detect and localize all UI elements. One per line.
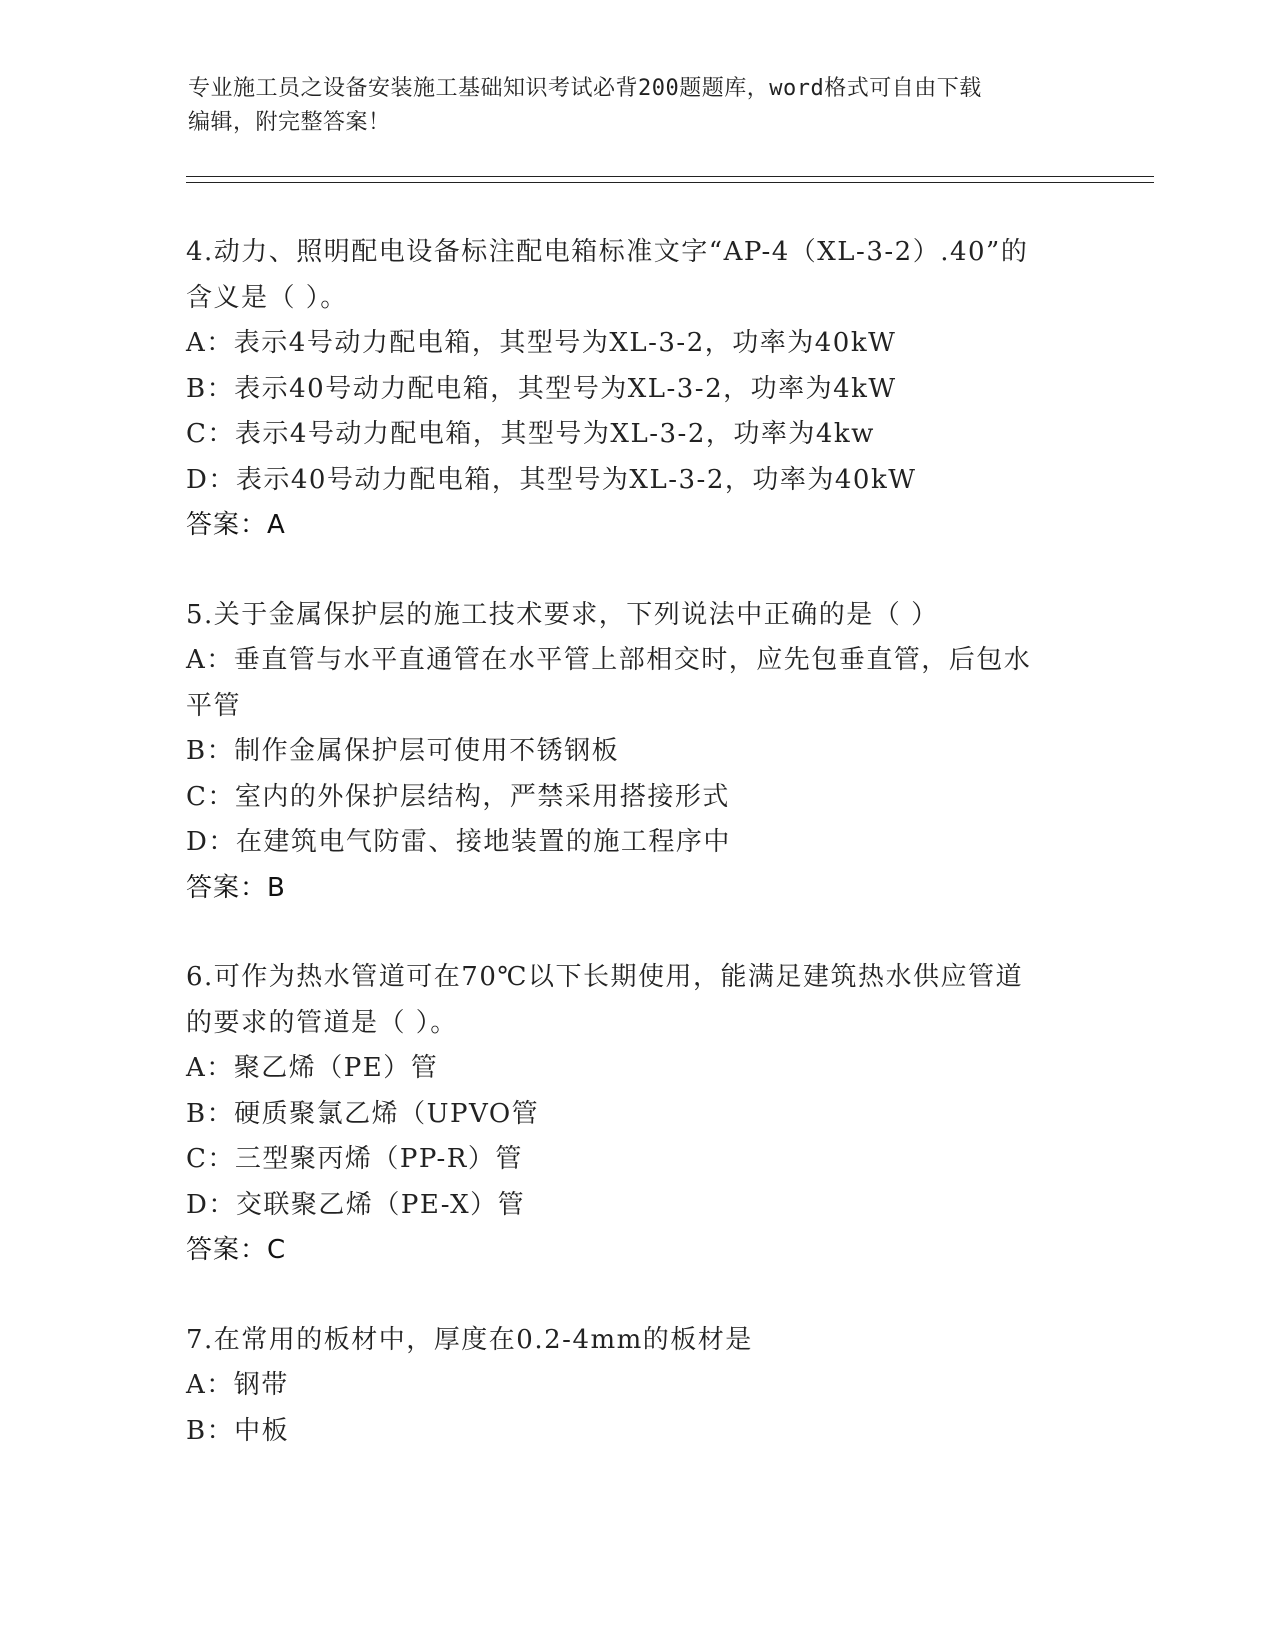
question-stem: 6.可作为热水管道可在70℃以下长期使用，能满足建筑热水供应管道 bbox=[186, 962, 1023, 992]
question-7 bbox=[186, 1318, 1086, 1455]
option-b: B：表示40号动力配电箱，其型号为XL-3-2，功率为4kW bbox=[186, 373, 897, 404]
answer-text: 答案：C bbox=[186, 1235, 287, 1265]
option-c: C：室内的外保护层结构，严禁采用搭接形式 bbox=[186, 781, 730, 812]
option-d: D：交联聚乙烯（PE-X）管 bbox=[186, 1189, 526, 1220]
answer-text: 答案：B bbox=[186, 872, 286, 903]
question-list bbox=[186, 230, 1086, 1498]
question-4 bbox=[186, 230, 1086, 549]
question-stem: 含义是（ ）。 bbox=[186, 282, 348, 313]
question-5 bbox=[186, 593, 1086, 912]
header-line-1: 专业施工员之设备安装施工基础知识考试必背200题题库，word格式可自由下载 bbox=[188, 76, 982, 101]
option-a: A：聚乙烯（PE）管 bbox=[186, 1053, 439, 1083]
option-d: D：表示40号动力配电箱，其型号为XL-3-2，功率为40kW bbox=[186, 464, 917, 495]
option-a: A：垂直管与水平直通管在水平管上部相交时，应先包垂直管，后包水 bbox=[186, 645, 1032, 675]
question-stem: 7.在常用的板材中，厚度在0.2-4mm的板材是 bbox=[186, 1324, 753, 1355]
option-a: A：钢带 bbox=[186, 1370, 289, 1400]
option-b: B：中板 bbox=[186, 1415, 290, 1446]
question-stem: 的要求的管道是（ ）。 bbox=[186, 1007, 458, 1038]
question-6 bbox=[186, 955, 1086, 1274]
option-b: B：制作金属保护层可使用不锈钢板 bbox=[186, 736, 620, 766]
option-d: D：在建筑电气防雷、接地装置的施工程序中 bbox=[186, 827, 731, 857]
option-a-continued: 平管 bbox=[186, 690, 242, 721]
document-header bbox=[188, 72, 1088, 140]
question-stem: 5.关于金属保护层的施工技术要求，下列说法中正确的是（ ） bbox=[186, 599, 939, 630]
option-b: B：硬质聚氯乙烯（UPVO管 bbox=[186, 1098, 540, 1129]
answer-text: 答案：A bbox=[186, 510, 286, 540]
option-a: A：表示4号动力配电箱，其型号为XL-3-2，功率为40kW bbox=[186, 328, 897, 358]
header-line-2: 编辑，附完整答案！ bbox=[188, 110, 391, 135]
option-c: C：三型聚丙烯（PP-R）管 bbox=[186, 1144, 523, 1174]
question-stem: 4.动力、照明配电设备标注配电箱标准文字“AP-4（XL-3-2）.40”的 bbox=[186, 237, 1029, 267]
header-double-rule bbox=[186, 176, 1154, 183]
option-c: C：表示4号动力配电箱，其型号为XL-3-2，功率为4kw bbox=[186, 419, 875, 449]
